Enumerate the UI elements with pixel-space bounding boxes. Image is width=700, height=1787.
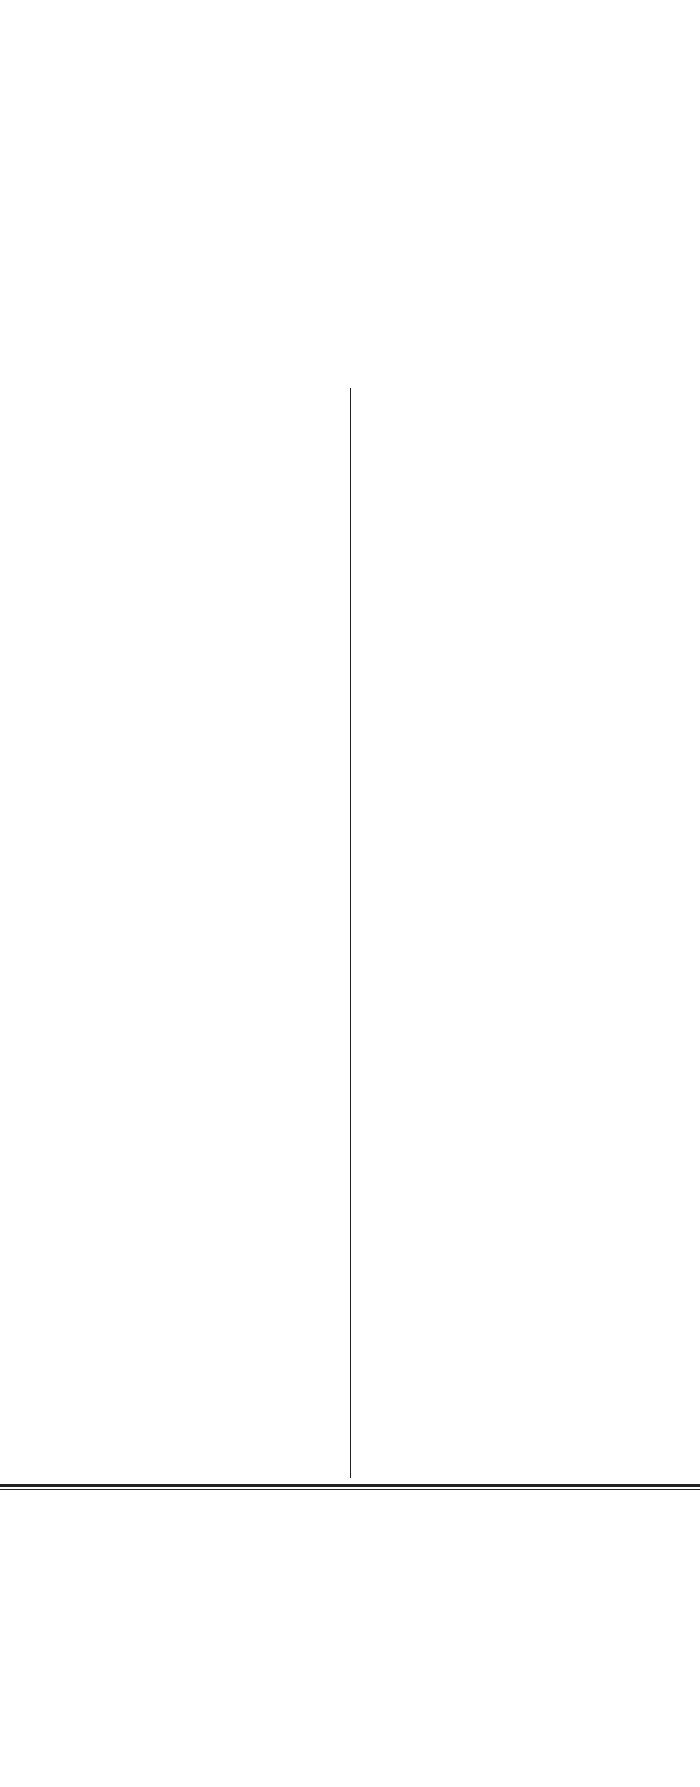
right-column	[357, 388, 700, 394]
footer-rule-thin	[0, 1489, 700, 1490]
footer-rule-thick	[0, 1484, 700, 1487]
left-column	[2, 388, 346, 394]
footer	[0, 1494, 700, 1504]
price-columns	[0, 388, 700, 1478]
